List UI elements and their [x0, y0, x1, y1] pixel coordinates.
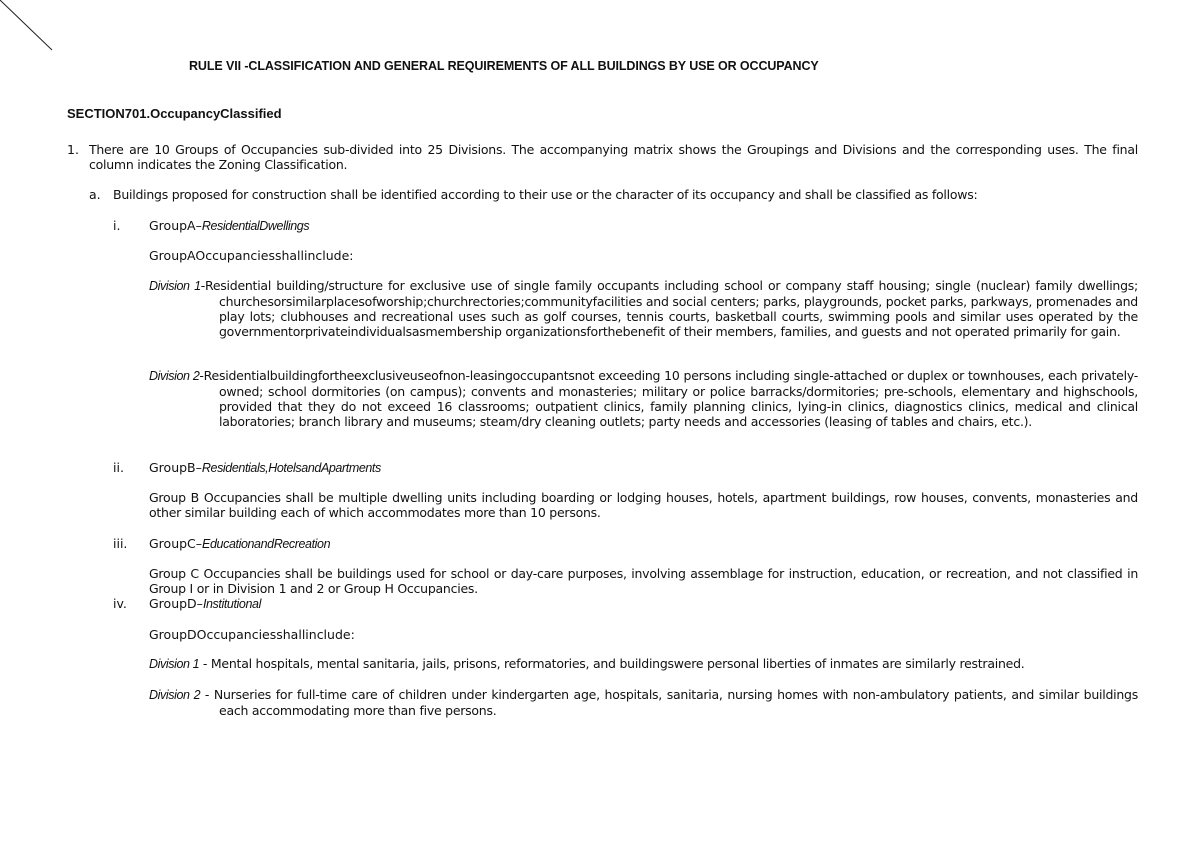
group-b-prefix: GroupB– [149, 460, 202, 475]
group-c-numeral: iii. [113, 536, 128, 551]
division-text: - Nurseries for full-time care of children under kindergarten age, hospitals, sanitaria, nursing homes with non-ambulatory patients, and similar buildings each accommodating more than five persons. [200, 687, 1139, 718]
group-d-division-2 [149, 687, 1138, 718]
group-d-numeral: iv. [113, 596, 127, 611]
group-b-heading [149, 460, 381, 476]
group-d-heading [149, 596, 261, 612]
group-a-division-2 [149, 368, 1138, 429]
group-d-division-1 [149, 656, 1138, 672]
item-letter: a. [89, 187, 101, 202]
paragraph-item-1: There are 10 Groups of Occupancies sub-divided into 25 Divisions. The accompanying matrix shows the Groupings and Divisions and the corresponding uses. The final column indicates the Zoning Classification. [89, 142, 1138, 172]
division-label: Division 2 [149, 369, 200, 383]
division-label: Division 1 [149, 279, 201, 293]
division-label: Division 1 [149, 657, 200, 671]
group-d-intro: GroupDOccupanciesshallinclude: [149, 627, 355, 642]
group-d-name: Institutional [202, 597, 261, 611]
paragraph-item-a: Buildings proposed for construction shall be identified according to their use or the character of its occupancy and shall be classified as follows: [113, 187, 978, 202]
group-a-intro: GroupAOccupanciesshallinclude: [149, 248, 354, 263]
group-a-numeral: i. [113, 218, 121, 233]
division-text: -Residentialbuildingfortheexclusiveuseofnon-leasingoccupantsnot exceeding 10 persons including single-attached or duplex or townhouses, each privately-owned; school dormitories (on campus); convents and monasteries; military or police barracks/dormitories; pre-schools, elementary and highschools, provided that they do not exceed 16 classrooms; outpatient clinics, family planning clinics, lying-in clinics, diagnostics clinics, medical and clinical laboratories; branch library and museums; steam/dry cleaning outlets; party needs and accessories (leasing of tables and chairs, etc.). [199, 368, 1139, 429]
division-label: Division 2 [149, 688, 201, 702]
group-c-name: EducationandRecreation [202, 537, 331, 551]
group-b-numeral: ii. [113, 460, 124, 475]
section-heading: SECTION701.OccupancyClassified [67, 106, 282, 121]
group-c-text: Group C Occupancies shall be buildings used for school or day-care purposes, involving assemblage for instruction, education, or recreation, and not classified in Group I or in Division 1 and 2 or Group H Occupancies. [149, 566, 1138, 596]
group-b-name: Residentials,HotelsandApartments [201, 461, 381, 475]
group-a-heading [149, 218, 309, 234]
group-a-name: ResidentialDwellings [201, 219, 310, 233]
corner-fold-line [0, 0, 60, 60]
division-text: - Mental hospitals, mental sanitaria, jails, prisons, reformatories, and buildingswere personal liberties of inmates are similarly restrained. [199, 656, 1025, 671]
group-a-division-1 [149, 278, 1138, 339]
group-c-prefix: GroupC– [149, 536, 203, 551]
division-text: -Residential building/structure for exclusive use of single family occupants including school or company staff housing; single (nuclear) family dwellings; churchesorsimilarplacesofworship;churchrectories;communityfacilities and social centers; parks, playgrounds, pocket parks, parkways, promenades and play lots; clubhouses and recreational uses such as golf courses, tennis courts, basketball courts, swimming pools and similar uses operated by the governmentorprivateindividualsasmembership organizationsforthebenefit of their members, families, and guests and not operated primarily for gain. [200, 278, 1139, 339]
group-c-heading [149, 536, 330, 552]
group-a-prefix: GroupA– [149, 218, 202, 233]
group-d-prefix: GroupD– [149, 596, 203, 611]
item-number: 1. [67, 142, 79, 157]
group-b-text: Group B Occupancies shall be multiple dwelling units including boarding or lodging houses, hotels, apartment buildings, row houses, convents, monasteries and other similar building each of which accommodates more than 10 persons. [149, 490, 1138, 520]
page-title: RULE VII -CLASSIFICATION AND GENERAL REQUIREMENTS OF ALL BUILDINGS BY USE OR OCCUPANCY [189, 59, 819, 73]
